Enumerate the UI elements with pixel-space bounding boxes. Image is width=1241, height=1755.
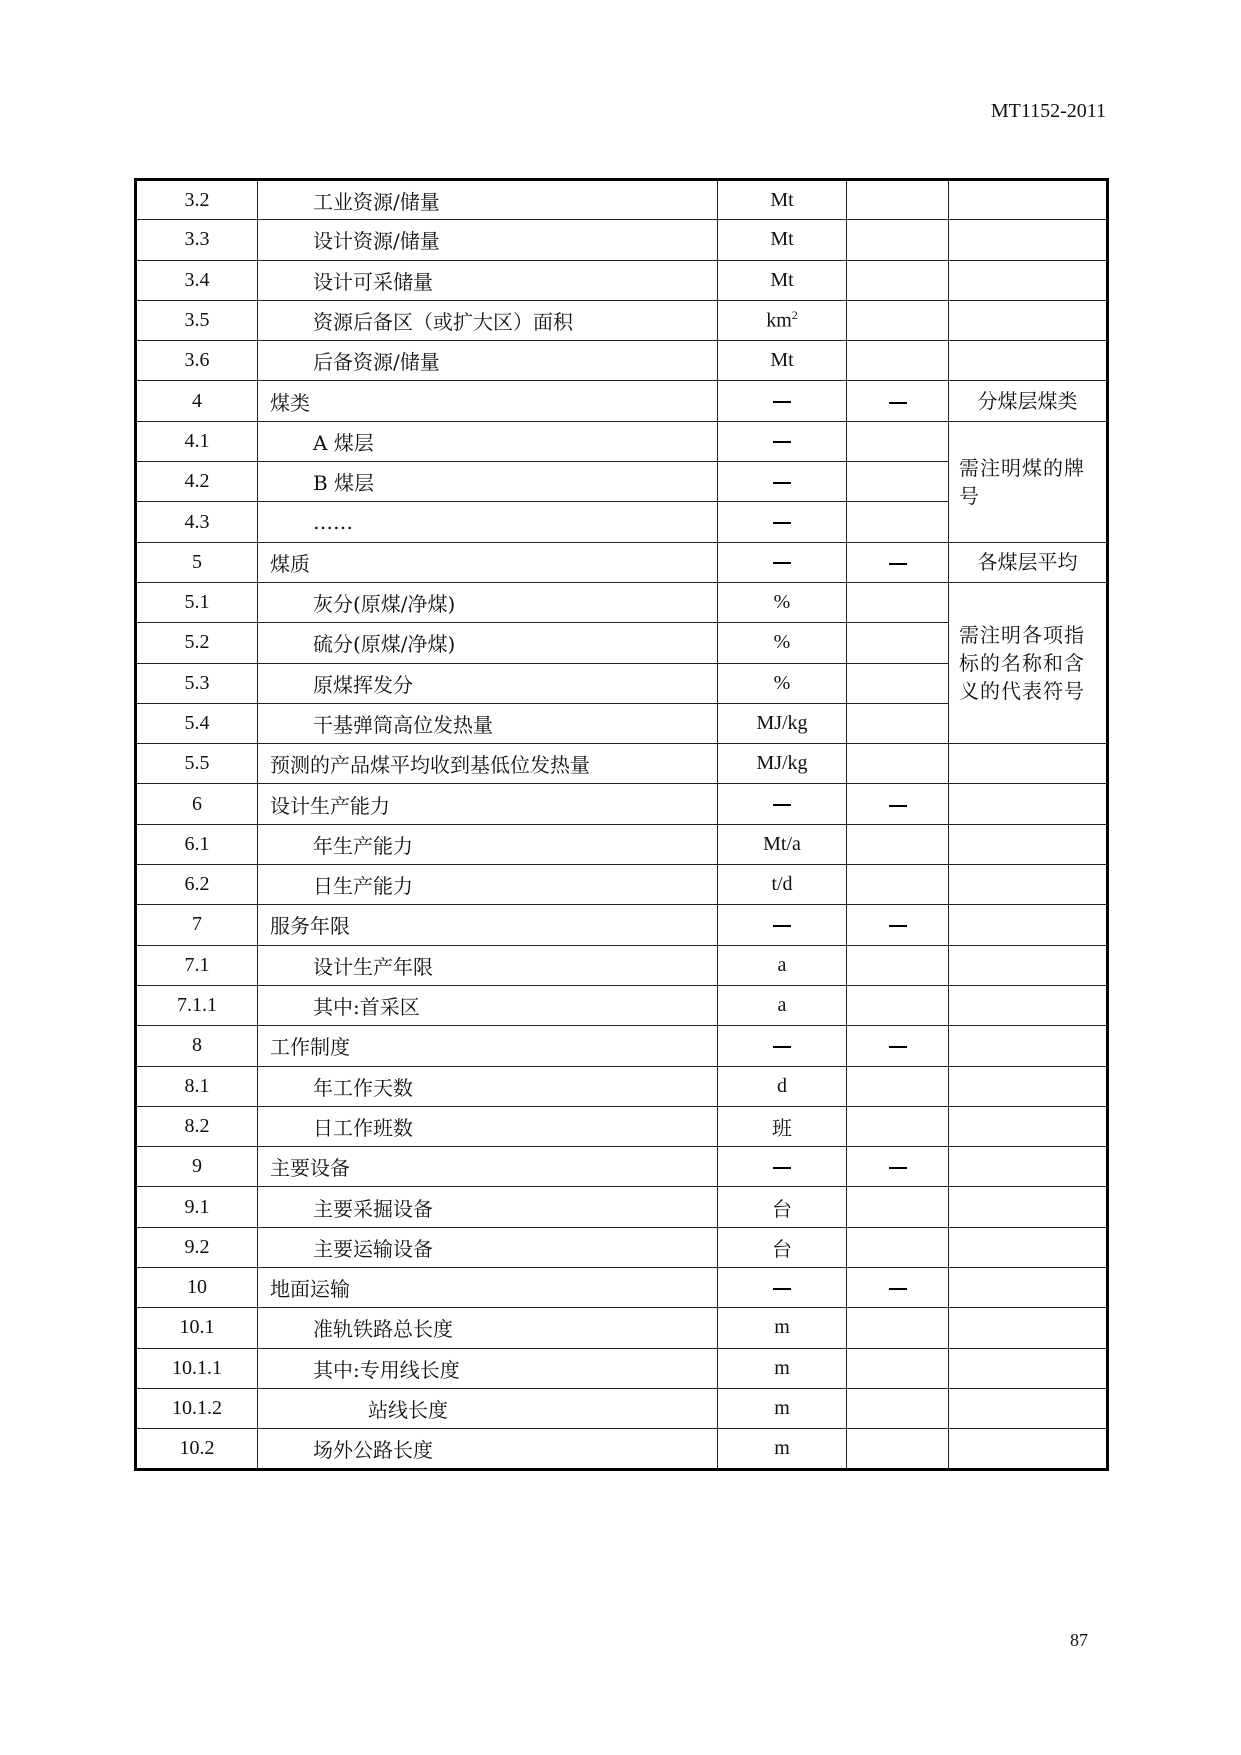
- table-row: [136, 180, 1108, 220]
- item-note: [949, 300, 1108, 340]
- item-name: 场外公路长度: [258, 1429, 718, 1469]
- item-unit: [718, 421, 847, 461]
- dash-mark: [889, 1167, 907, 1169]
- item-name: 准轨铁路总长度: [258, 1308, 718, 1348]
- item-unit: [718, 1348, 847, 1388]
- item-unit: [718, 180, 847, 220]
- dash-mark: [773, 482, 791, 484]
- item-value: [847, 1106, 949, 1146]
- table-row: [136, 945, 1108, 985]
- item-name: 设计生产年限: [258, 945, 718, 985]
- table-row: [136, 542, 1108, 582]
- item-number: 3.6: [136, 341, 258, 381]
- unit-text: %: [773, 671, 791, 694]
- item-note: [949, 945, 1108, 985]
- item-number: 7.1.1: [136, 985, 258, 1025]
- item-value: [847, 381, 949, 421]
- table-row: [136, 784, 1108, 824]
- item-number: 6.1: [136, 824, 258, 864]
- unit-text: MJ/kg: [756, 712, 808, 734]
- unit-text: %: [773, 631, 791, 654]
- item-unit: [718, 703, 847, 743]
- item-name: 主要采掘设备: [258, 1187, 718, 1227]
- item-unit: [718, 1026, 847, 1066]
- item-value: [847, 341, 949, 381]
- item-number: 10.2: [136, 1429, 258, 1469]
- item-number: 4: [136, 381, 258, 421]
- item-name: 灰分(原煤/净煤): [258, 582, 718, 622]
- item-name: 设计资源/储量: [258, 220, 718, 260]
- unit-text: MJ/kg: [756, 752, 808, 775]
- table-row: [136, 220, 1108, 260]
- table-row: [136, 341, 1108, 381]
- unit-text: Mt: [770, 349, 794, 372]
- document-code: MT1152-2011: [990, 100, 1106, 122]
- item-unit: [718, 260, 847, 300]
- item-name: 硫分(原煤/净煤): [258, 623, 718, 663]
- item-unit: [718, 824, 847, 864]
- item-number: 8: [136, 1026, 258, 1066]
- item-value: [847, 180, 949, 220]
- item-name: 设计可采储量: [258, 260, 718, 300]
- item-number: 9: [136, 1147, 258, 1187]
- item-note: [949, 1227, 1108, 1267]
- item-value: [847, 502, 949, 542]
- item-note: [949, 260, 1108, 300]
- item-name: 年生产能力: [258, 824, 718, 864]
- item-note: [949, 744, 1108, 784]
- unit-text: Mt: [770, 268, 794, 291]
- dash-mark: [889, 1288, 907, 1290]
- item-name: 日工作班数: [258, 1106, 718, 1146]
- item-number: 4.1: [136, 421, 258, 461]
- item-number: 5: [136, 542, 258, 582]
- unit-text: Mt/a: [763, 832, 801, 855]
- item-note: 分煤层煤类: [949, 381, 1108, 421]
- item-number: 7: [136, 905, 258, 945]
- item-name: 工作制度: [258, 1026, 718, 1066]
- item-note: [949, 1066, 1108, 1106]
- unit-text: t/d: [771, 873, 793, 896]
- table-row: [136, 1106, 1108, 1146]
- dash-mark: [889, 805, 907, 807]
- unit-text: 台: [772, 1198, 792, 1221]
- item-number: 5.5: [136, 744, 258, 784]
- item-name: 地面运输: [258, 1268, 718, 1308]
- item-name: 资源后备区（或扩大区）面积: [258, 300, 718, 340]
- item-name: 原煤挥发分: [258, 663, 718, 703]
- item-number: 8.1: [136, 1066, 258, 1106]
- item-value: [847, 905, 949, 945]
- unit-text: m: [774, 1397, 790, 1420]
- unit-text: d: [777, 1074, 787, 1097]
- item-number: 10: [136, 1268, 258, 1308]
- item-value: [847, 1268, 949, 1308]
- item-number: 10.1.1: [136, 1348, 258, 1388]
- table-row: [136, 1026, 1108, 1066]
- item-name: 主要运输设备: [258, 1227, 718, 1267]
- specification-table-body: [136, 180, 1108, 1470]
- item-name: 干基弹筒高位发热量: [258, 703, 718, 743]
- item-name: 设计生产能力: [258, 784, 718, 824]
- item-note: [949, 1147, 1108, 1187]
- unit-text: %: [773, 591, 791, 614]
- item-note: [949, 1308, 1108, 1348]
- item-note: [949, 1388, 1108, 1428]
- item-value: [847, 542, 949, 582]
- item-unit: [718, 784, 847, 824]
- table-row: [136, 1187, 1108, 1227]
- item-unit: [718, 1268, 847, 1308]
- item-unit: [718, 300, 847, 340]
- item-unit: [718, 905, 847, 945]
- item-value: [847, 865, 949, 905]
- table-row: [136, 865, 1108, 905]
- item-note: 需注明各项指标的名称和含义的代表符号: [949, 582, 1108, 743]
- dash-mark: [773, 804, 791, 806]
- item-name: 主要设备: [258, 1147, 718, 1187]
- dash-mark: [773, 1167, 791, 1169]
- item-note: [949, 1026, 1108, 1066]
- item-number: 8.2: [136, 1106, 258, 1146]
- item-number: 4.3: [136, 502, 258, 542]
- table-row: [136, 1429, 1108, 1469]
- item-note: [949, 905, 1108, 945]
- item-note: 需注明煤的牌号: [949, 421, 1108, 542]
- item-value: [847, 582, 949, 622]
- item-number: 9.2: [136, 1227, 258, 1267]
- item-number: 10.1: [136, 1308, 258, 1348]
- dash-mark: [773, 401, 791, 403]
- item-note: [949, 985, 1108, 1025]
- item-value: [847, 744, 949, 784]
- item-name: ……: [258, 502, 718, 542]
- table-row: [136, 421, 1108, 461]
- item-value: [847, 1227, 949, 1267]
- item-name: 煤类: [258, 381, 718, 421]
- item-unit: [718, 945, 847, 985]
- unit-text: m: [774, 1356, 790, 1379]
- unit-text: Mt: [770, 188, 794, 211]
- item-number: 3.3: [136, 220, 258, 260]
- item-name: 预测的产品煤平均收到基低位发热量: [258, 744, 718, 784]
- dash-mark: [889, 402, 907, 404]
- item-value: [847, 945, 949, 985]
- item-unit: [718, 1429, 847, 1469]
- item-unit: [718, 381, 847, 421]
- item-name: 工业资源/储量: [258, 180, 718, 220]
- item-note: [949, 1187, 1108, 1227]
- dash-mark: [773, 522, 791, 524]
- unit-text: 台: [772, 1238, 792, 1261]
- item-value: [847, 1388, 949, 1428]
- item-unit: [718, 1187, 847, 1227]
- item-number: 4.2: [136, 462, 258, 502]
- table-row: [136, 260, 1108, 300]
- unit-text: 班: [772, 1117, 792, 1140]
- item-unit: [718, 502, 847, 542]
- item-note: [949, 1268, 1108, 1308]
- item-value: [847, 985, 949, 1025]
- item-value: [847, 1429, 949, 1469]
- unit-text: a: [777, 994, 787, 1017]
- item-value: [847, 462, 949, 502]
- unit-text: Mt: [770, 228, 794, 251]
- item-name: 其中:首采区: [258, 985, 718, 1025]
- item-number: 5.1: [136, 582, 258, 622]
- item-name: 站线长度: [258, 1388, 718, 1428]
- item-value: [847, 663, 949, 703]
- unit-text: km: [766, 309, 792, 332]
- item-number: 3.4: [136, 260, 258, 300]
- item-unit: [718, 542, 847, 582]
- item-note: [949, 1429, 1108, 1469]
- item-unit: [718, 1308, 847, 1348]
- item-value: [847, 1066, 949, 1106]
- item-number: 3.2: [136, 180, 258, 220]
- item-note: [949, 220, 1108, 260]
- table-row: [136, 985, 1108, 1025]
- dash-mark: [773, 1288, 791, 1290]
- unit-superscript: 2: [791, 308, 798, 323]
- item-name: 后备资源/储量: [258, 341, 718, 381]
- item-note: [949, 180, 1108, 220]
- item-value: [847, 1147, 949, 1187]
- item-number: 9.1: [136, 1187, 258, 1227]
- item-unit: [718, 1227, 847, 1267]
- item-name: 年工作天数: [258, 1066, 718, 1106]
- item-unit: [718, 623, 847, 663]
- table-row: [136, 744, 1108, 784]
- item-unit: [718, 663, 847, 703]
- item-note: 各煤层平均: [949, 542, 1108, 582]
- item-unit: [718, 1066, 847, 1106]
- item-note: [949, 1106, 1108, 1146]
- item-value: [847, 1026, 949, 1066]
- item-number: 6.2: [136, 865, 258, 905]
- item-name: B 煤层: [258, 462, 718, 502]
- item-number: 7.1: [136, 945, 258, 985]
- item-name: 煤质: [258, 542, 718, 582]
- item-name: 其中:专用线长度: [258, 1348, 718, 1388]
- item-value: [847, 623, 949, 663]
- table-row: [136, 1348, 1108, 1388]
- dash-mark: [889, 563, 907, 565]
- item-name: A 煤层: [258, 421, 718, 461]
- item-value: [847, 220, 949, 260]
- table-row: [136, 1268, 1108, 1308]
- item-value: [847, 1187, 949, 1227]
- item-unit: [718, 985, 847, 1025]
- table-row: [136, 1066, 1108, 1106]
- item-number: 6: [136, 784, 258, 824]
- item-unit: [718, 1388, 847, 1428]
- table-row: [136, 1308, 1108, 1348]
- item-value: [847, 784, 949, 824]
- unit-text: m: [774, 1436, 790, 1459]
- dash-mark: [889, 1046, 907, 1048]
- item-note: [949, 341, 1108, 381]
- item-value: [847, 1348, 949, 1388]
- dash-mark: [773, 441, 791, 443]
- item-unit: [718, 462, 847, 502]
- table-row: [136, 582, 1108, 622]
- item-note: [949, 784, 1108, 824]
- dash-mark: [889, 925, 907, 927]
- item-number: 5.4: [136, 703, 258, 743]
- item-note: [949, 865, 1108, 905]
- unit-text: a: [777, 953, 787, 976]
- item-value: [847, 260, 949, 300]
- item-unit: [718, 220, 847, 260]
- table-row: [136, 824, 1108, 864]
- table-row: [136, 1227, 1108, 1267]
- item-value: [847, 703, 949, 743]
- item-number: 5.2: [136, 623, 258, 663]
- item-number: 10.1.2: [136, 1388, 258, 1428]
- table-row: [136, 905, 1108, 945]
- item-number: 3.5: [136, 300, 258, 340]
- dash-mark: [773, 1046, 791, 1048]
- dash-mark: [773, 925, 791, 927]
- table-row: [136, 1147, 1108, 1187]
- unit-text: m: [774, 1316, 790, 1339]
- item-unit: [718, 1147, 847, 1187]
- item-value: [847, 1308, 949, 1348]
- item-unit: [718, 744, 847, 784]
- specification-table: [134, 178, 1109, 1471]
- item-name: 服务年限: [258, 905, 718, 945]
- table-row: [136, 1388, 1108, 1428]
- item-value: [847, 824, 949, 864]
- page-number: 87: [1070, 1630, 1088, 1650]
- item-note: [949, 1348, 1108, 1388]
- item-name: 日生产能力: [258, 865, 718, 905]
- item-value: [847, 421, 949, 461]
- item-number: 5.3: [136, 663, 258, 703]
- table-row: [136, 300, 1108, 340]
- item-note: [949, 824, 1108, 864]
- item-unit: [718, 1106, 847, 1146]
- item-value: [847, 300, 949, 340]
- item-unit: [718, 865, 847, 905]
- dash-mark: [773, 562, 791, 564]
- table-row: [136, 381, 1108, 421]
- item-unit: [718, 582, 847, 622]
- item-unit: [718, 341, 847, 381]
